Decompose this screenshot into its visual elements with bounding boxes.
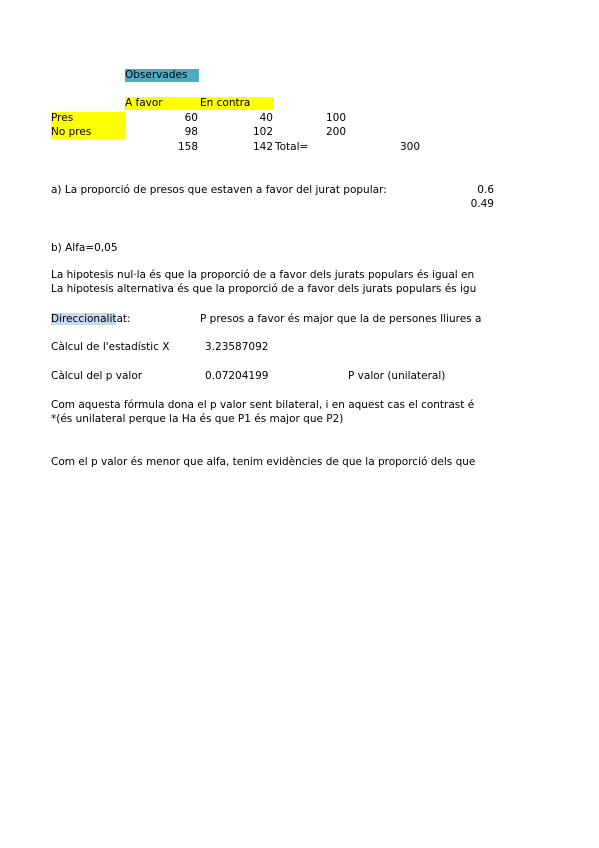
p-value-value: 0.07204199 (205, 370, 269, 382)
col-total-en-contra: 142 (252, 141, 273, 153)
direccionalitat-highlight: Direccionalit (51, 313, 117, 325)
col-header-a-favor: A favor (125, 97, 200, 110)
cell-nopres-en-contra: 102 (252, 126, 273, 138)
unilateral-note: *(és unilateral perque la Ha és que P1 és major que P2) (51, 413, 344, 425)
row-label-pres: Pres (51, 112, 125, 125)
cell-pres-en-contra: 40 (259, 112, 273, 124)
null-hypothesis-text: La hipotesis nul·la és que la proporció de a favor dels jurats populars és igual en (51, 269, 475, 281)
p-value-label: Càlcul del p valor (51, 370, 143, 382)
formula-text: Com aquesta fórmula dona el p valor sent bilateral, i en aquest cas el contrast é (51, 399, 475, 411)
row-label-no-pres: No pres (51, 126, 125, 139)
part-a-value2: 0.49 (470, 198, 494, 210)
cell-nopres-a-favor: 98 (184, 126, 198, 138)
cell-pres-a-favor: 60 (184, 112, 198, 124)
statistic-label: Càlcul de l'estadístic X (51, 341, 170, 353)
p-value-note: P valor (unilateral) (348, 370, 446, 382)
direccionalitat-suffix: at: (116, 313, 131, 325)
alt-hypothesis-text: La hipotesis alternativa és que la proporció de a favor dels jurats populars és igu (51, 283, 477, 295)
cell-nopres-total: 200 (325, 126, 346, 138)
part-a-value1: 0.6 (477, 184, 494, 196)
observed-label: Observades (125, 69, 199, 82)
part-a-text: a) La proporció de presos que estaven a favor del jurat popular: (51, 184, 387, 196)
total-label: Total= (275, 141, 309, 153)
col-total-a-favor: 158 (177, 141, 198, 153)
col-header-en-contra: En contra (200, 97, 274, 110)
part-b-alpha: b) Alfa=0,05 (51, 242, 118, 254)
statistic-value: 3.23587092 (205, 341, 269, 353)
direccionalitat-label (51, 313, 131, 326)
cell-pres-total: 100 (325, 112, 346, 124)
direccionalitat-text: P presos a favor és major que la de persones lliures a (200, 313, 482, 325)
conclusion-text: Com el p valor és menor que alfa, tenim evidències de que la proporció dels que (51, 456, 476, 468)
grand-total: 300 (399, 141, 420, 153)
